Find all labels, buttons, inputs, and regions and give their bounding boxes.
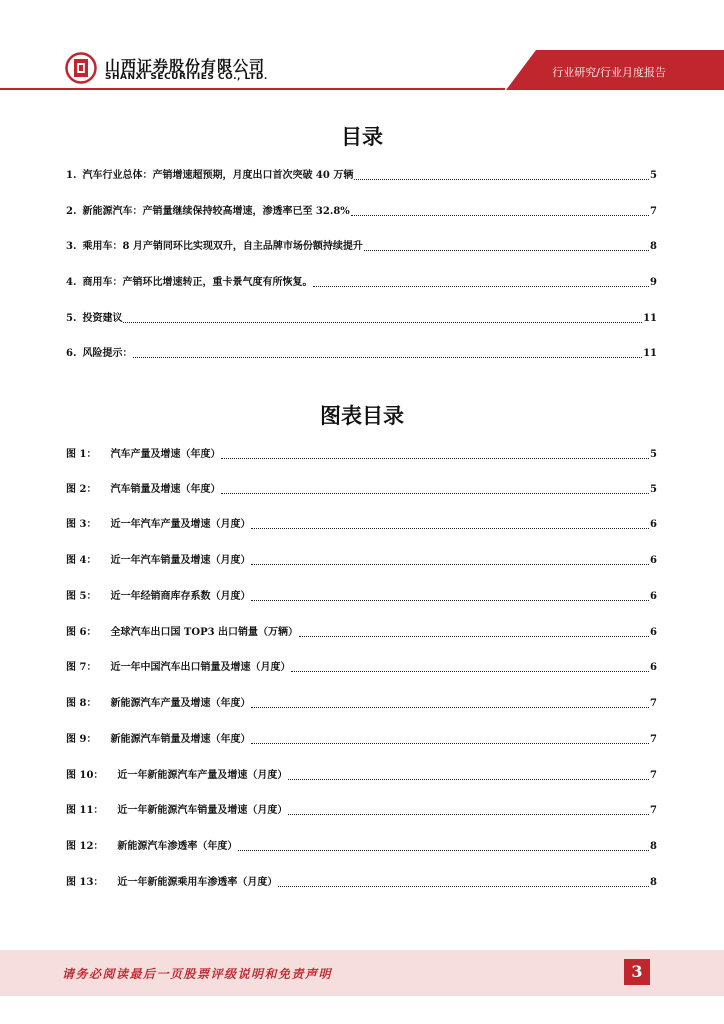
figure-entry-title: 全球汽车出口国 TOP3 出口销量（万辆） bbox=[110, 627, 299, 638]
toc-entry-page: 9 bbox=[650, 277, 657, 288]
figure-entry[interactable] bbox=[66, 802, 657, 818]
contents-heading: 目录 bbox=[341, 125, 383, 149]
figure-entry-title: 近一年新能源乘用车渗透率（月度） bbox=[117, 877, 278, 888]
shanxi-securities-logo-icon bbox=[65, 52, 97, 84]
figure-entry[interactable] bbox=[66, 874, 657, 890]
figure-entry-page: 6 bbox=[650, 519, 657, 530]
toc-entry-page: 11 bbox=[643, 313, 657, 324]
figure-entry[interactable] bbox=[66, 446, 657, 462]
toc-entry-number: 5. bbox=[66, 313, 77, 324]
figure-entry-title: 近一年中国汽车出口销量及增速（月度） bbox=[110, 662, 291, 673]
toc-entry-title: 乘用车：8 月产销同环比实现双升，自主品牌市场份额持续提升 bbox=[82, 241, 363, 252]
figure-entry-title: 近一年汽车产量及增速（月度） bbox=[110, 519, 251, 530]
figure-entry-label: 图 1： bbox=[66, 449, 97, 460]
toc-entry[interactable] bbox=[66, 274, 657, 290]
figure-entry[interactable] bbox=[66, 767, 657, 783]
page-number: 3 bbox=[624, 959, 650, 985]
toc-entry[interactable] bbox=[66, 167, 657, 183]
toc-entry-number: 4. bbox=[66, 277, 77, 288]
figure-entry[interactable] bbox=[66, 695, 657, 711]
toc-entry-page: 7 bbox=[650, 206, 657, 217]
toc-entry-page: 5 bbox=[650, 170, 657, 181]
figure-entry-label: 图 11： bbox=[66, 805, 104, 816]
figure-entry-label: 图 3： bbox=[66, 519, 97, 530]
toc-entry-title: 商用车：产销环比增速转正，重卡景气度有所恢复。 bbox=[82, 277, 313, 288]
figure-entry-title: 近一年经销商库存系数（月度） bbox=[110, 591, 251, 602]
dot-leader bbox=[123, 321, 642, 323]
figure-entry-label: 图 8： bbox=[66, 698, 97, 709]
toc-entry-title: 汽车行业总体：产销增速超预期，月度出口首次突破 40 万辆 bbox=[82, 170, 354, 181]
figure-entry[interactable] bbox=[66, 552, 657, 568]
company-name-en: SHANXI SECURITIES CO., LTD. bbox=[105, 72, 268, 82]
figure-entry-page: 6 bbox=[650, 591, 657, 602]
figure-entry-label: 图 9： bbox=[66, 734, 97, 745]
figure-entry-title: 近一年汽车销量及增速（月度） bbox=[110, 555, 251, 566]
figure-entry-title: 近一年新能源汽车产量及增速（月度） bbox=[117, 770, 288, 781]
toc-entry[interactable] bbox=[66, 238, 657, 254]
page-footer bbox=[0, 950, 724, 996]
dot-leader bbox=[251, 563, 649, 565]
dot-leader bbox=[221, 492, 649, 494]
figure-entry-label: 图 6： bbox=[66, 627, 97, 638]
figure-entry-title: 新能源汽车渗透率（年度） bbox=[117, 841, 238, 852]
dot-leader bbox=[291, 670, 649, 672]
dot-leader bbox=[354, 178, 649, 180]
toc-entry-title: 投资建议 bbox=[82, 313, 123, 324]
company-name-cn: 山西证券股份有限公司 bbox=[105, 57, 266, 75]
dot-leader bbox=[251, 599, 649, 601]
figure-entry-page: 7 bbox=[650, 698, 657, 709]
figure-entry-label: 图 12： bbox=[66, 841, 104, 852]
figure-entry-page: 5 bbox=[650, 484, 657, 495]
page-header bbox=[0, 0, 724, 92]
toc-entry-title: 新能源汽车：产销量继续保持较高增速，渗透率已至 32.8% bbox=[82, 206, 350, 217]
dot-leader bbox=[313, 285, 649, 287]
figure-entry[interactable] bbox=[66, 731, 657, 747]
figure-entry-label: 图 5： bbox=[66, 591, 97, 602]
toc-entry[interactable] bbox=[66, 345, 657, 361]
figure-entry-page: 8 bbox=[650, 877, 657, 888]
dot-leader bbox=[299, 635, 649, 637]
figure-entry-page: 6 bbox=[650, 627, 657, 638]
dot-leader bbox=[278, 885, 649, 887]
figure-entry-page: 6 bbox=[650, 662, 657, 673]
toc-entry-title: 风险提示： bbox=[82, 348, 133, 359]
dot-leader bbox=[351, 214, 649, 216]
figure-entry-page: 8 bbox=[650, 841, 657, 852]
toc-entry-number: 3. bbox=[66, 241, 77, 252]
figure-entry-title: 新能源汽车产量及增速（年度） bbox=[110, 698, 251, 709]
toc-entry-number: 2. bbox=[66, 206, 77, 217]
figure-entry-page: 7 bbox=[650, 734, 657, 745]
figure-entry-label: 图 4： bbox=[66, 555, 97, 566]
toc-entry-number: 6. bbox=[66, 348, 77, 359]
figure-entry[interactable] bbox=[66, 516, 657, 532]
dot-leader bbox=[364, 249, 649, 251]
toc-entry-page: 8 bbox=[650, 241, 657, 252]
figure-entry[interactable] bbox=[66, 481, 657, 497]
figure-entry[interactable] bbox=[66, 838, 657, 854]
figure-entry-title: 汽车产量及增速（年度） bbox=[110, 449, 221, 460]
figure-entry-label: 图 10： bbox=[66, 770, 104, 781]
dot-leader bbox=[288, 778, 649, 780]
report-type-label: 行业研究/行业月度报告 bbox=[552, 66, 666, 79]
figure-entry-label: 图 13： bbox=[66, 877, 104, 888]
dot-leader bbox=[251, 527, 649, 529]
figure-entry-page: 6 bbox=[650, 555, 657, 566]
figure-entry-page: 7 bbox=[650, 805, 657, 816]
dot-leader bbox=[251, 742, 649, 744]
figure-entry-title: 汽车销量及增速（年度） bbox=[110, 484, 221, 495]
figure-entry[interactable] bbox=[66, 624, 657, 640]
dot-leader bbox=[288, 813, 649, 815]
figure-entry-title: 近一年新能源汽车销量及增速（月度） bbox=[117, 805, 288, 816]
figure-entry-label: 图 7： bbox=[66, 662, 97, 673]
figure-entry-page: 5 bbox=[650, 449, 657, 460]
dot-leader bbox=[221, 457, 649, 459]
toc-entry-page: 11 bbox=[643, 348, 657, 359]
figure-entry[interactable] bbox=[66, 588, 657, 604]
toc-entry-number: 1. bbox=[66, 170, 77, 181]
disclaimer-notice: 请务必阅读最后一页股票评级说明和免责声明 bbox=[62, 967, 333, 981]
figures-heading: 图表目录 bbox=[320, 404, 404, 428]
dot-leader bbox=[251, 706, 649, 708]
figure-entry-title: 新能源汽车销量及增速（年度） bbox=[110, 734, 251, 745]
figure-entry[interactable] bbox=[66, 659, 657, 675]
dot-leader bbox=[238, 849, 649, 851]
dot-leader bbox=[133, 356, 642, 358]
figure-entry-label: 图 2： bbox=[66, 484, 97, 495]
figure-entry-page: 7 bbox=[650, 770, 657, 781]
toc-entry[interactable] bbox=[66, 203, 657, 219]
toc-entry[interactable] bbox=[66, 310, 657, 326]
